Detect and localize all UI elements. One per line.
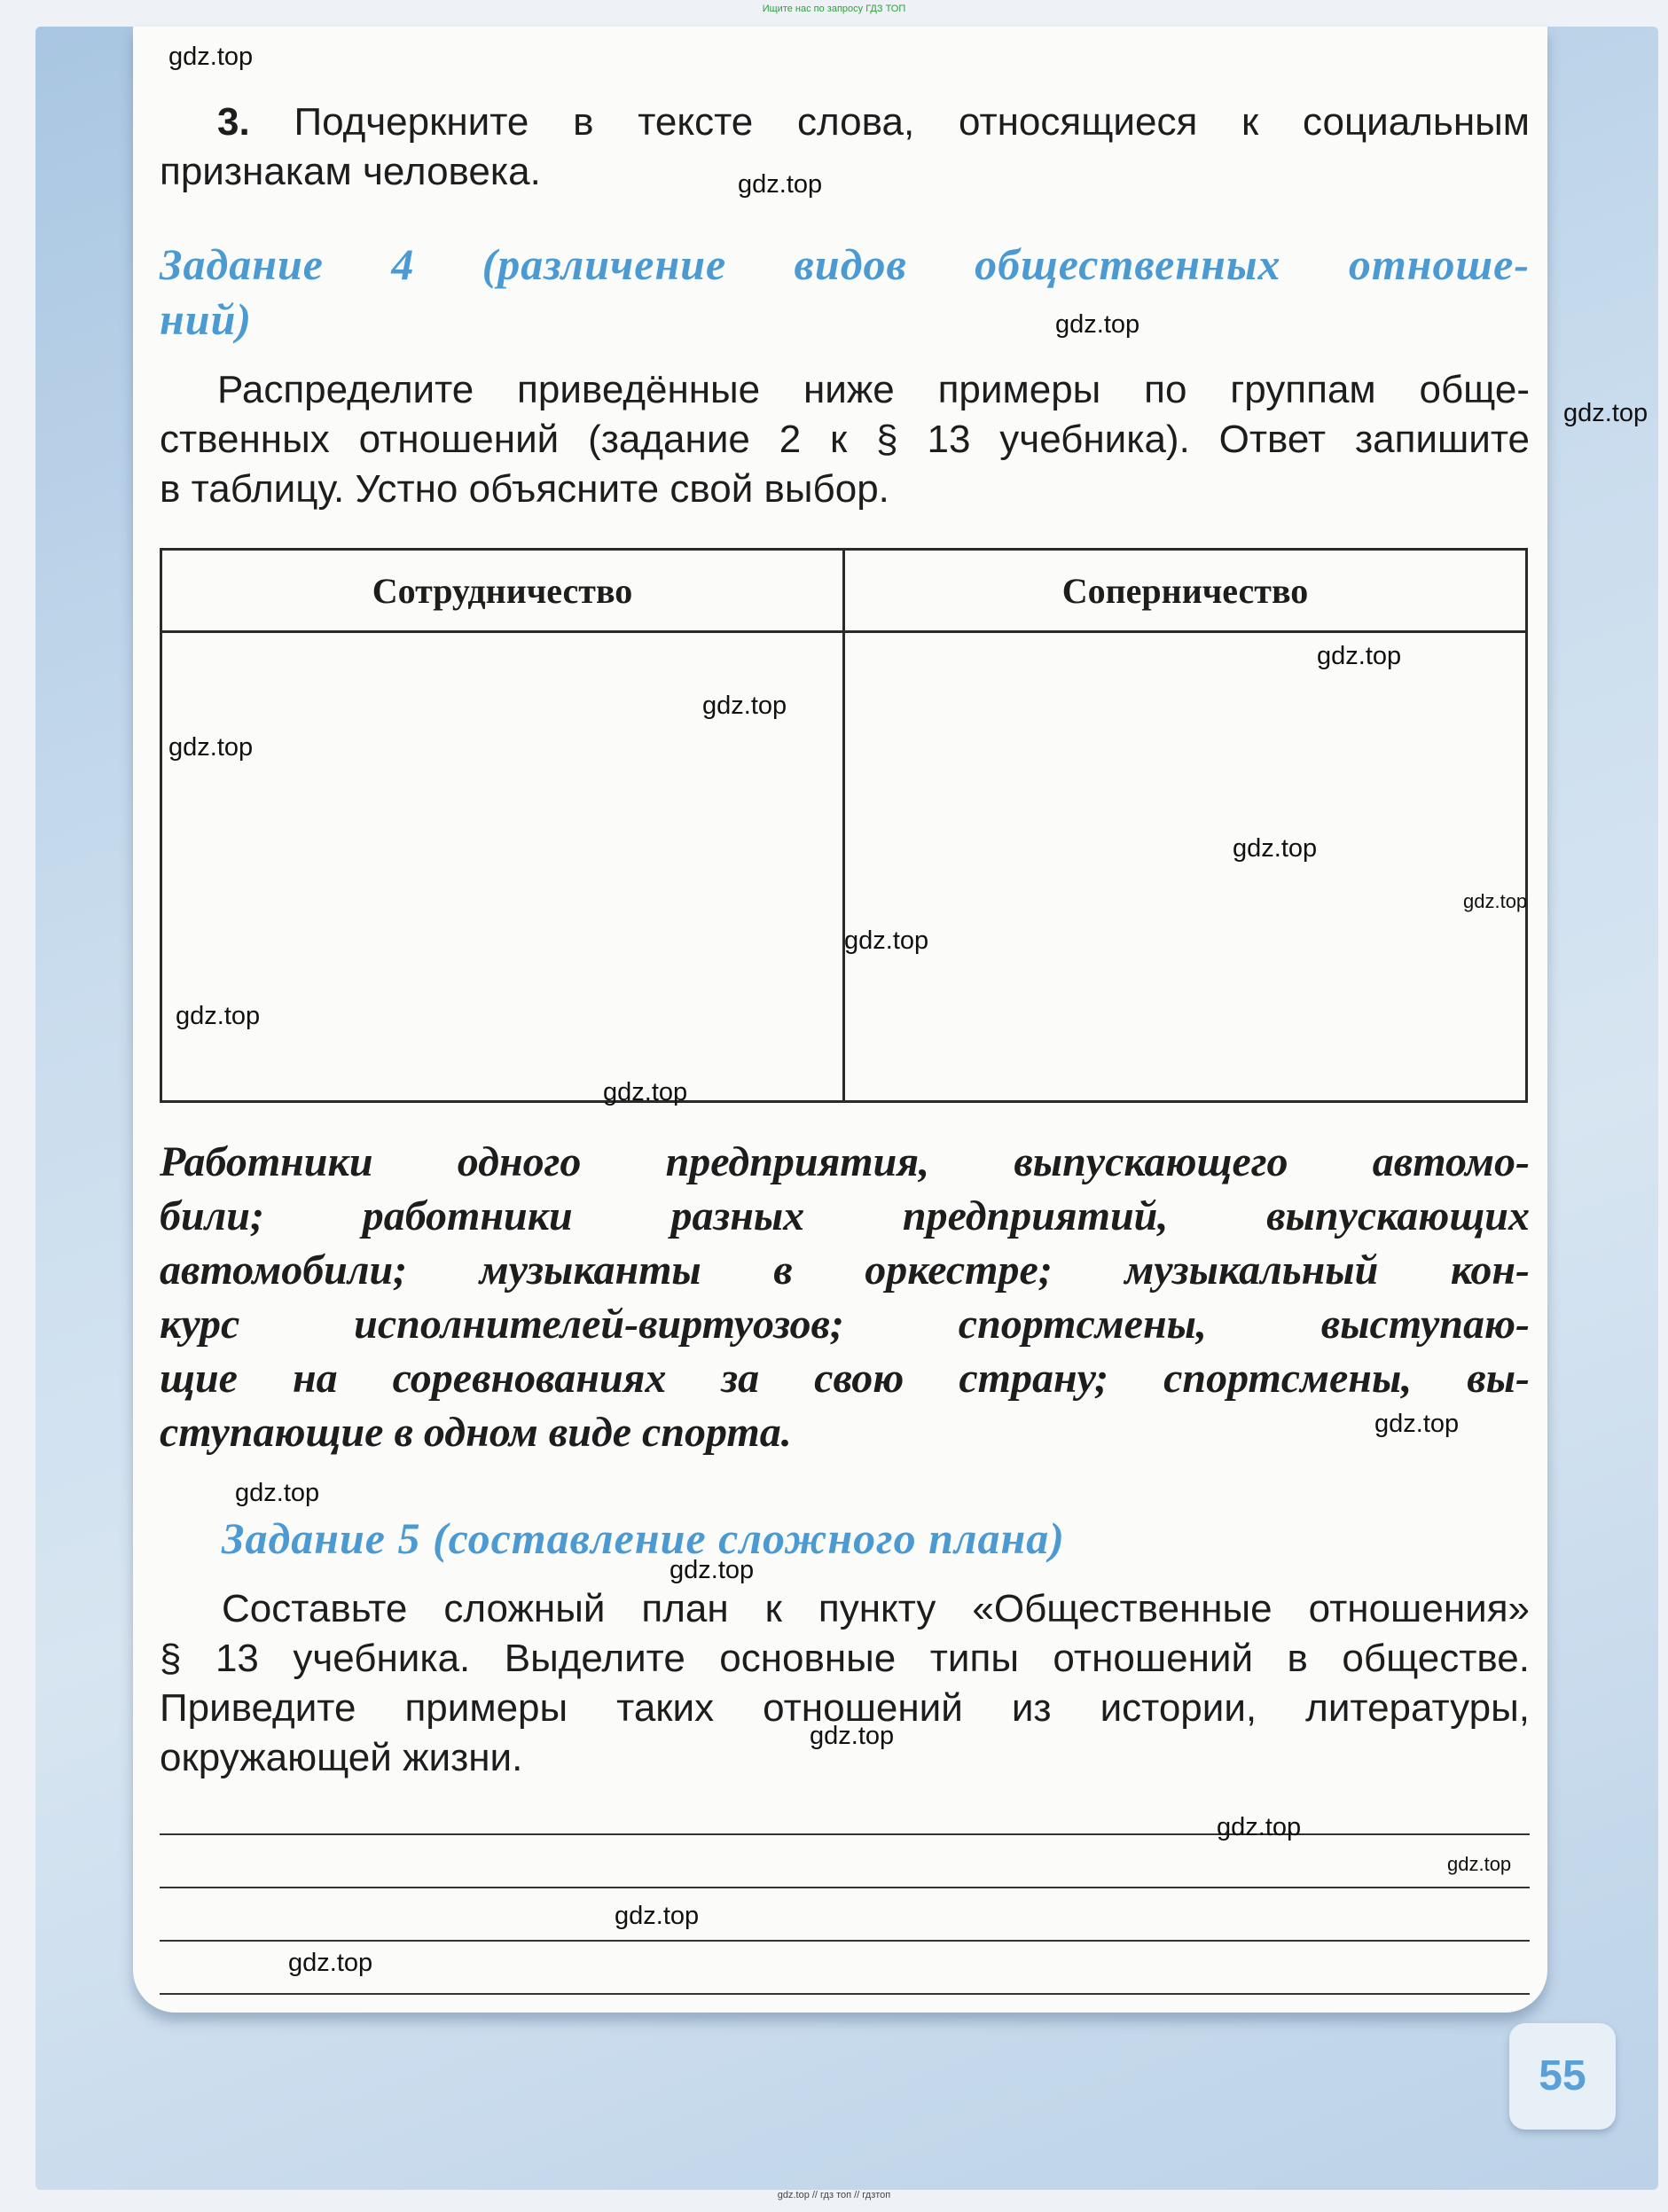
task5-title: Задание 5 (составление сложного плана) (222, 1513, 1065, 1563)
header-note: Ищите нас по запросу ГДЗ ТОП (762, 4, 906, 14)
watermark: gdz.top (1055, 310, 1140, 339)
watermark: gdz.top (1217, 1813, 1302, 1841)
header-competition: Соперничество (844, 550, 1527, 632)
task4-instruction-line1: Распределите приведённые ниже примеры по группам обще- (217, 368, 1530, 411)
watermark: gdz.top (168, 733, 254, 762)
page-number: 55 (1539, 2052, 1586, 2099)
task4-instruction-line2: ственных отношений (задание 2 к § 13 учебника). Ответ запишите (160, 418, 1530, 461)
watermark: gdz.top (1447, 1853, 1512, 1875)
task4-title-line2: ний) (160, 294, 253, 344)
watermark: gdz.top (235, 1479, 320, 1507)
answer-line[interactable] (160, 1833, 1530, 1835)
task3-text-line1: Подчеркните в тексте слова, относящиеся к социальным (294, 100, 1530, 144)
watermark: gdz.top (1233, 834, 1318, 863)
watermark: gdz.top (1563, 399, 1648, 427)
watermark: gdz.top (810, 1722, 895, 1750)
answer-line[interactable] (160, 1993, 1530, 1995)
table-header-row (161, 550, 1527, 632)
task5-instruction-line2: § 13 учебника. Выделите основные типы отношений в обществе. (160, 1637, 1530, 1680)
answer-line[interactable] (160, 1887, 1530, 1888)
watermark: gdz.top (168, 43, 254, 71)
task5-instruction-line3: Приведите примеры таких отношений из истории, литературы, (160, 1686, 1530, 1730)
watermark: gdz.top (288, 1949, 373, 1977)
answer-line[interactable] (160, 1940, 1530, 1942)
watermark: gdz.top (738, 170, 823, 199)
watermark: gdz.top (1317, 642, 1402, 670)
task3-line1 (217, 98, 1530, 147)
example-line: автомобили; музыканты в оркестре; музыкальный кон- (160, 1247, 1530, 1294)
watermark: gdz.top (670, 1556, 755, 1584)
example-line: щие на соревнованиях за свою страну; спортсмены, вы- (160, 1355, 1530, 1402)
watermark: gdz.top (603, 1078, 688, 1106)
example-line: ступающие в одном виде спорта. (160, 1409, 792, 1456)
example-line: Работники одного предприятия, выпускающего автомо- (160, 1138, 1530, 1185)
watermark: gdz.top (1463, 890, 1528, 912)
header-cooperation: Сотрудничество (161, 550, 844, 632)
watermark: gdz.top (615, 1902, 700, 1930)
task3-number: 3. (217, 100, 250, 144)
task3-line2: признакам человека. (160, 150, 541, 193)
competition-answer-cell[interactable] (844, 632, 1527, 1102)
example-line: курс исполнителей-виртуозов; спортсмены, выступаю- (160, 1301, 1530, 1348)
task5-instruction-line1: Составьте сложный план к пункту «Общественные отношения» (222, 1587, 1530, 1630)
task5-instruction-line4: окружающей жизни. (160, 1736, 523, 1779)
watermark: gdz.top (844, 926, 929, 955)
examples-text (160, 1135, 1530, 1459)
relations-table (160, 548, 1528, 1103)
example-line: били; работники разных предприятий, выпускающих (160, 1192, 1530, 1239)
watermark: gdz.top (176, 1002, 261, 1030)
watermark: gdz.top (1374, 1410, 1460, 1438)
footer-note: gdz.top // гдз топ // гдзтоп (777, 2190, 891, 2200)
task4-instruction-line3: в таблицу. Устно объясните свой выбор. (160, 467, 889, 511)
table-answer-row (161, 632, 1527, 1102)
watermark: gdz.top (702, 692, 787, 720)
task4-title-line1: Задание 4 (различение видов общественных отноше- (160, 239, 1530, 289)
